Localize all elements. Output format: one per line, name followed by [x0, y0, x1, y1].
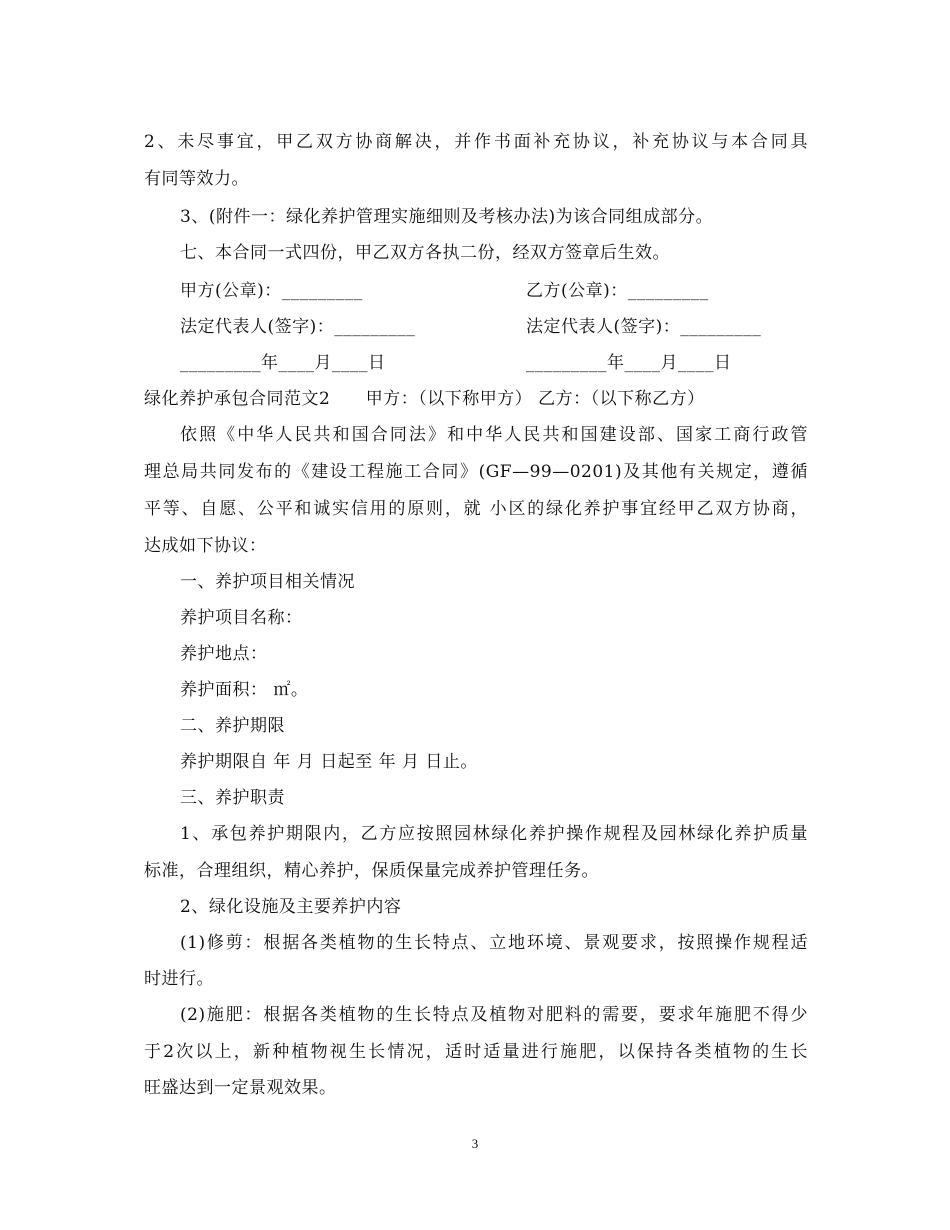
paragraph-line: 平等、自愿、公平和诚实信用的原则，就 小区的绿化养护事宜经甲乙双方协商， [144, 499, 808, 519]
paragraph-line: (1)修剪：根据各类植物的生长特点、立地环境、景观要求，按照操作规程适 [180, 933, 808, 953]
party-a-representative: 法定代表人(签字)：_________ [180, 317, 416, 337]
paragraph-line: 养护项目名称： [180, 608, 303, 628]
contract-title-line: 绿化养护承包合同范文2 甲方：（以下称甲方） 乙方：（以下称乙方） [144, 389, 705, 409]
paragraph-line: 1、承包养护期限内，乙方应按照园林绿化养护操作规程及园林绿化养护质量 [180, 824, 808, 844]
paragraph-line: 养护期限自 年 月 日起至 年 月 日止。 [180, 752, 478, 772]
page-number: 3 [471, 1136, 479, 1151]
paragraph-line: 3、(附件一：绿化养护管理实施细则及考核办法)为该合同组成部分。 [180, 207, 714, 227]
paragraph-line: 达成如下协议： [144, 536, 267, 556]
paragraph-line: 2、未尽事宜，甲乙双方协商解决，并作书面补充协议，补充协议与本合同具 [144, 132, 808, 152]
party-a-date: _________年____月____日 [180, 353, 386, 373]
section-heading: 三、养护职责 [180, 788, 285, 808]
paragraph-line: 养护面积： ㎡。 [180, 680, 309, 700]
section-heading: 二、养护期限 [180, 716, 285, 736]
party-b-representative: 法定代表人(签字)：_________ [526, 317, 762, 337]
paragraph-line: 旺盛达到一定景观效果。 [144, 1078, 337, 1098]
party-b-date: _________年____月____日 [526, 353, 732, 373]
paragraph-line: 于2次以上，新种植物视生长情况，适时适量进行施肥，以保持各类植物的生长 [144, 1042, 808, 1062]
paragraph-line: 理总局共同发布的《建设工程施工合同》(GF—99—0201)及其他有关规定，遵循 [144, 462, 808, 482]
paragraph-line: (2)施肥：根据各类植物的生长特点及植物对肥料的需要，要求年施肥不得少 [180, 1005, 808, 1025]
section-heading: 一、养护项目相关情况 [180, 572, 355, 592]
paragraph-line: 七、本合同一式四份，甲乙双方各执二份，经双方签章后生效。 [180, 243, 670, 263]
paragraph-line: 时进行。 [144, 969, 214, 989]
paragraph-line: 2、绿化设施及主要养护内容 [180, 897, 402, 917]
party-a-seal: 甲方(公章)：_________ [180, 281, 363, 301]
paragraph-line: 养护地点： [180, 644, 268, 664]
paragraph-line: 标准，合理组织，精心养护，保质保量完成养护管理任务。 [144, 861, 599, 881]
party-b-seal: 乙方(公章)：_________ [526, 281, 709, 301]
paragraph-line: 依照《中华人民共和国合同法》和中华人民共和国建设部、国家工商行政管 [180, 425, 808, 445]
paragraph-line: 有同等效力。 [144, 169, 249, 189]
